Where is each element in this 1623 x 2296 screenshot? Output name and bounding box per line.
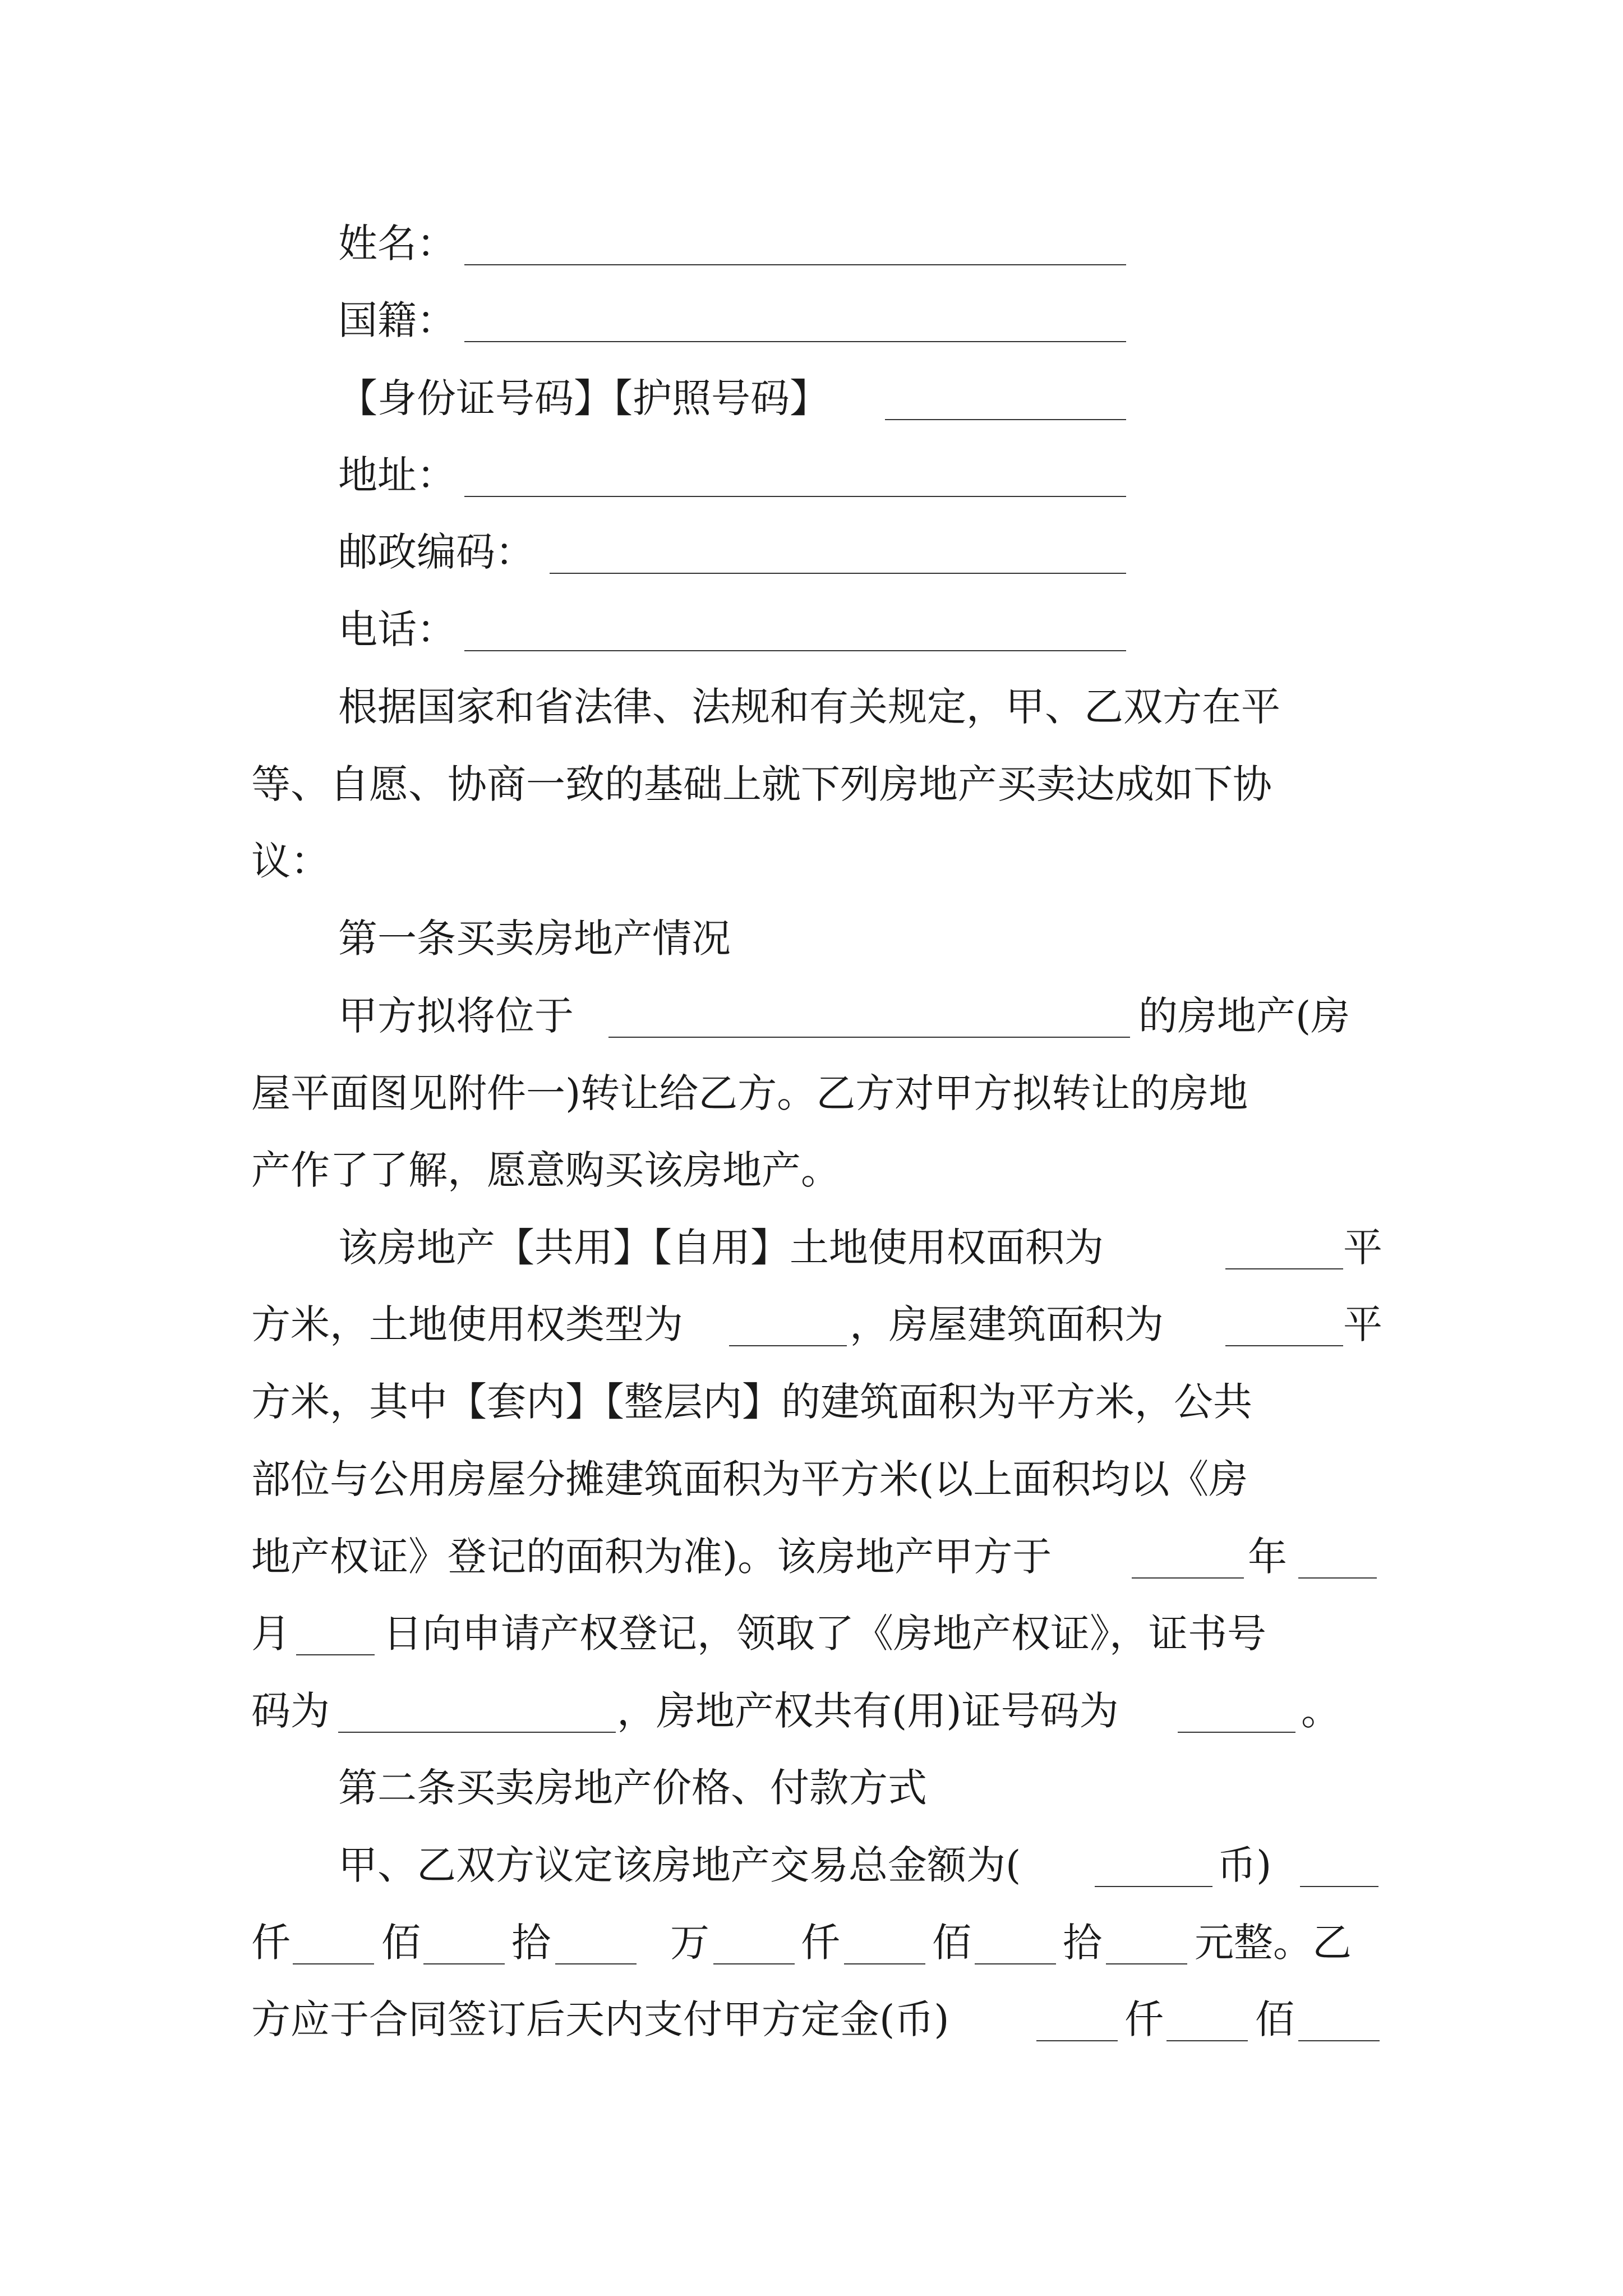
article2-line-2: 仟 佰 拾 万 仟 佰 拾 元整。乙 bbox=[251, 1920, 1352, 1966]
id-field[interactable] bbox=[885, 419, 1126, 420]
intro-line-1: 根据国家和省法律、法规和有关规定，甲、乙双方在平 bbox=[338, 684, 1280, 730]
phone-label: 电话： bbox=[338, 606, 456, 652]
article1-p2-line-3: 方米，其中【套内】【整层内】的建筑面积为平方米，公共 bbox=[251, 1379, 1252, 1425]
article1-p1-line-3: 产作了了解，愿意购买该房地产。 bbox=[251, 1147, 840, 1193]
currency-field[interactable] bbox=[1095, 1886, 1212, 1887]
total-qian-wan-field[interactable] bbox=[1300, 1886, 1378, 1887]
article1-p2-line-4: 部位与公用房屋分摊建筑面积为平方米(以上面积均以《房 bbox=[251, 1456, 1248, 1502]
id-label: 【身份证号码】【护照号码】 bbox=[338, 375, 829, 421]
address-line bbox=[0, 436, 1623, 514]
article1-p2-line-7: 码为 ，房地产权共有(用)证号码为 。 bbox=[251, 1688, 1340, 1734]
name-label: 姓名： bbox=[338, 220, 456, 266]
total-shi-wan-field[interactable] bbox=[423, 1963, 505, 1964]
building-area-field[interactable] bbox=[1225, 1345, 1343, 1346]
deposit-shi-wan-field[interactable] bbox=[1298, 2040, 1380, 2041]
name-line bbox=[0, 205, 1623, 282]
nationality-label: 国籍： bbox=[338, 297, 456, 343]
intro-line-2: 等、自愿、协商一致的基础上就下列房地产买卖达成如下协 bbox=[251, 761, 1272, 807]
address-label: 地址： bbox=[338, 452, 456, 498]
deposit-bai-wan-field[interactable] bbox=[1166, 2040, 1248, 2041]
postal-field[interactable] bbox=[550, 573, 1126, 574]
article1-title: 第一条买卖房地产情况 bbox=[338, 915, 731, 961]
nationality-field[interactable] bbox=[464, 341, 1126, 342]
article1-p2-line-2: 方米，土地使用权类型为 ，房屋建筑面积为 平 bbox=[251, 1301, 1382, 1347]
address-field[interactable] bbox=[464, 496, 1126, 497]
land-type-field[interactable] bbox=[729, 1345, 847, 1346]
article1-p1-line-1: 甲方拟将位于 的房地产(房 bbox=[338, 993, 1350, 1039]
article2-line-3: 方应于合同签订后天内支付甲方定金(币) 仟 佰 bbox=[0, 1981, 1623, 2058]
year-field[interactable] bbox=[1132, 1577, 1244, 1579]
total-bai-wan-field[interactable] bbox=[293, 1963, 374, 1964]
postal-line bbox=[0, 513, 1623, 591]
article2-title: 第二条买卖房地产价格、付款方式 bbox=[338, 1765, 927, 1811]
article1-p2-line-5: 地产权证》登记的面积为准)。该房地产甲方于 年 bbox=[0, 1518, 1623, 1595]
article1-p2-line-1: 该房地产【共用】【自用】土地使用权面积为 平 bbox=[338, 1225, 1382, 1271]
total-shi-field[interactable] bbox=[975, 1963, 1056, 1964]
month-field[interactable] bbox=[1298, 1577, 1377, 1579]
day-field[interactable] bbox=[296, 1654, 375, 1655]
total-wan-field[interactable] bbox=[555, 1963, 637, 1964]
postal-label: 邮政编码： bbox=[338, 529, 534, 575]
phone-line bbox=[0, 591, 1623, 668]
deposit-qian-wan-field[interactable] bbox=[1036, 2040, 1118, 2041]
total-bai-field[interactable] bbox=[844, 1963, 925, 1964]
land-area-field[interactable] bbox=[1225, 1268, 1343, 1269]
nationality-line bbox=[0, 282, 1623, 359]
certificate-number-field[interactable] bbox=[338, 1732, 616, 1733]
total-yuan-field[interactable] bbox=[1106, 1963, 1187, 1964]
article1-p2-line-6: 月 日向申请产权登记，领取了《房地产权证》，证书号 bbox=[251, 1611, 1266, 1657]
name-field[interactable] bbox=[464, 264, 1126, 265]
total-qian-field[interactable] bbox=[713, 1963, 795, 1964]
article2-line-1: 甲、乙双方议定该房地产交易总金额为( 币) bbox=[0, 1826, 1623, 1904]
phone-field[interactable] bbox=[464, 650, 1126, 651]
article1-p1-line-2: 屋平面图见附件一)转让给乙方。乙方对甲方拟转让的房地 bbox=[251, 1070, 1248, 1116]
property-location-field[interactable] bbox=[608, 1037, 1130, 1038]
co-ownership-number-field[interactable] bbox=[1178, 1732, 1295, 1733]
id-line bbox=[0, 360, 1623, 437]
intro-line-3: 议： bbox=[251, 838, 330, 884]
